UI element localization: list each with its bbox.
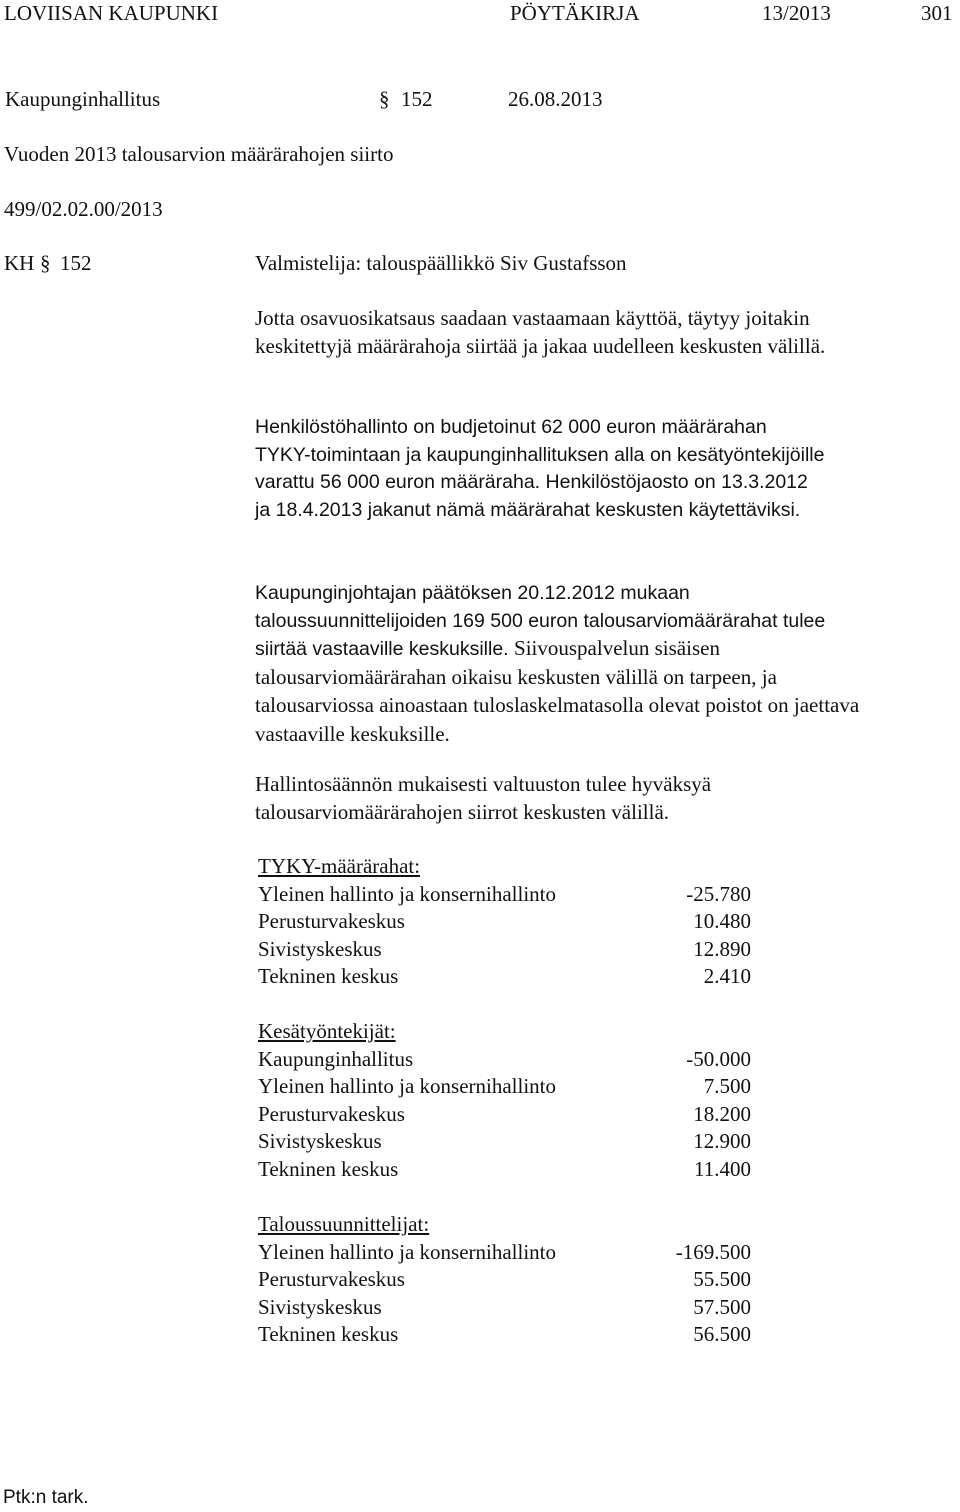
meeting-section-sign-icon: § (379, 87, 390, 111)
row-value: -50.000 (686, 1046, 751, 1071)
paragraph-2: Henkilöstöhallinto on budjetoinut 62 000 euron määrärahan TYKY-toimintaan ja kaupunginhallituksen alla on kesätyöntekijöille varattu 56 000 euron määräraha. Henkilöstöjaosto on 13.3.2012 ja 18.4.2013 jakanut nämä määrärahat keskusten käytettäviksi. (255, 416, 825, 521)
table-row (258, 1266, 751, 1294)
row-value: -25.780 (686, 881, 751, 906)
paragraph-3b: Siivouspalvelun sisäisen talousarviomäärärahan oikaisu keskusten välillä on tarpeen, ja talousarviossa ainoastaan tuloslaskelmatasolla olevat poistot on jaettava vastaaville keskuksille. (255, 636, 860, 746)
row-value: 57.500 (693, 1294, 751, 1319)
table-row (258, 1128, 751, 1156)
table-row (258, 908, 751, 936)
case-number: 499/02.02.00/2013 (4, 197, 163, 221)
subject-title: Vuoden 2013 talousarvion määrärahojen siirto (4, 142, 394, 166)
table-row (258, 1321, 751, 1349)
meeting-date: 26.08.2013 (508, 87, 603, 111)
row-name: Kaupunginhallitus (258, 1046, 414, 1071)
table-row (258, 1156, 751, 1184)
item-section-sign-icon: § (40, 251, 51, 275)
paragraph-3a: Kaupunginjohtajan päätöksen 20.12.2012 mukaan taloussuunnittelijoiden 169 500 euron talousarviomäärärahat tulee siirtää vastaaville keskuksille. (255, 582, 826, 660)
taloussuunnittelijat-table (258, 1211, 758, 1349)
row-name: Sivistyskeskus (258, 1294, 382, 1319)
table-row (258, 881, 751, 909)
row-value: 10.480 (693, 909, 751, 933)
row-value: -169.500 (675, 1239, 751, 1264)
item-label: KH (4, 251, 35, 275)
table-row (258, 1239, 751, 1267)
row-name: Yleinen hallinto ja konsernihallinto (258, 1239, 557, 1264)
item-section: 152 (60, 251, 92, 275)
kesatyontekijat-table (258, 1018, 758, 1183)
page-number: 301 (921, 1, 953, 25)
initials-label: Ptk:n tark. (3, 1487, 89, 1508)
table-row (258, 1101, 751, 1129)
table-row (258, 936, 751, 964)
row-name: Yleinen hallinto ja konsernihallinto (258, 1074, 557, 1098)
row-name: Perusturvakeskus (258, 1101, 405, 1126)
row-name: Tekninen keskus (258, 964, 399, 988)
taloussuunnittelijat-heading: Taloussuunnittelijat: (258, 1212, 430, 1236)
row-name: Perusturvakeskus (258, 909, 405, 933)
row-name: Perusturvakeskus (258, 1267, 405, 1291)
row-value: 7.500 (703, 1074, 751, 1098)
row-name: Tekninen keskus (258, 1322, 399, 1346)
row-value: 56.500 (693, 1322, 751, 1346)
kesatyontekijat-heading: Kesätyöntekijät: (258, 1019, 396, 1043)
row-name: Yleinen hallinto ja konsernihallinto (258, 881, 557, 906)
paragraph-3 (255, 580, 880, 749)
row-value: 12.900 (693, 1129, 751, 1153)
row-value: 55.500 (693, 1267, 751, 1291)
table-row (258, 1294, 751, 1322)
meeting-body: Kaupunginhallitus (5, 87, 161, 111)
row-value: 2.410 (703, 964, 751, 988)
table-row (258, 963, 751, 991)
row-value: 11.400 (694, 1156, 751, 1181)
table-row (258, 1073, 751, 1101)
row-name: Tekninen keskus (258, 1156, 399, 1181)
row-value: 12.890 (693, 936, 751, 961)
paragraph-1: Jotta osavuosikatsaus saadaan vastaamaan käyttöä, täytyy joitakin keskitettyjä määrärahoja siirtää ja jakaa uudelleen keskusten välillä. (255, 306, 826, 358)
row-name: Sivistyskeskus (258, 936, 382, 961)
row-value: 18.200 (693, 1101, 751, 1126)
preparer: Valmistelija: talouspäällikkö Siv Gustafsson (255, 251, 627, 275)
tyky-table (258, 853, 758, 991)
tyky-heading: TYKY-määrärahat: (258, 854, 421, 878)
issue-number: 13/2013 (762, 1, 831, 25)
organization-name: LOVIISAN KAUPUNKI (4, 1, 219, 25)
table-row (258, 1046, 751, 1074)
document-type: PÖYTÄKIRJA (510, 1, 640, 25)
meeting-section: 152 (401, 87, 433, 111)
row-name: Sivistyskeskus (258, 1129, 382, 1153)
paragraph-4: Hallintosäännön mukaisesti valtuuston tulee hyväksyä talousarviomäärärahojen siirrot keskusten välillä. (255, 772, 712, 824)
